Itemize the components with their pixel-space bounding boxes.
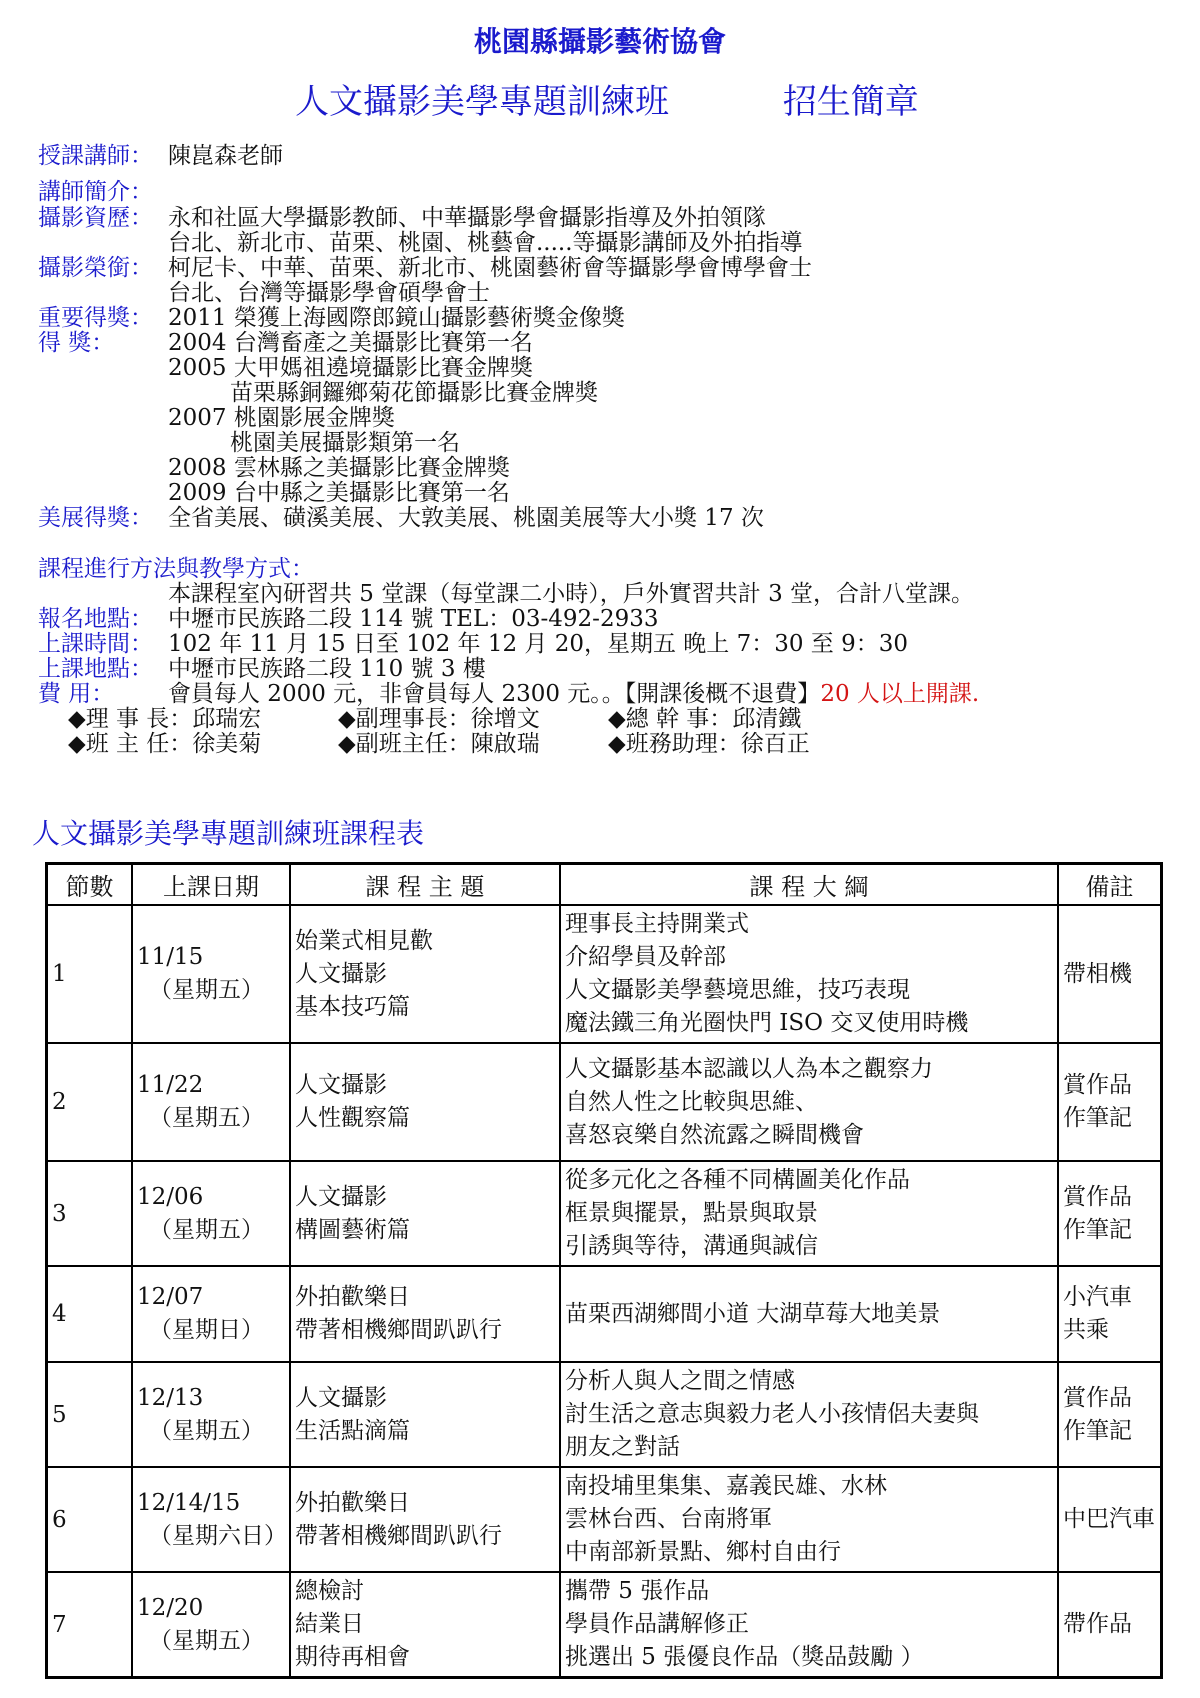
- session-number: 1: [47, 905, 133, 1043]
- staff-row-2: [68, 731, 850, 757]
- session-note: [1058, 1467, 1162, 1572]
- header-topic: 課 程 主 題: [290, 864, 560, 906]
- session-date-line: （星期五）: [149, 1105, 264, 1131]
- session-outline: [560, 1362, 1058, 1467]
- session-topic-line: 人文攝影: [295, 1183, 387, 1210]
- session-number: 5: [47, 1362, 133, 1467]
- session-topic-line: 總檢討: [295, 1578, 364, 1604]
- header-note: 備註: [1058, 864, 1162, 906]
- session-date-line: 12/14/15: [137, 1489, 241, 1516]
- session-topic-line: 外拍歡樂日: [295, 1284, 410, 1310]
- session-outline-line: 中南部新景點、鄉村自由行: [565, 1539, 841, 1565]
- session-outline-line: 魔法鐵三角光圈快門 ISO 交叉使用時機: [565, 1010, 969, 1036]
- schedule-body: [47, 905, 1162, 1678]
- session-topic-line: 人文攝影: [295, 1384, 387, 1411]
- experience-line: 攝影資歷： 永和社區大學攝影教師、中華攝影學會攝影指導及外拍領隊: [38, 205, 766, 231]
- session-outline-line: 分析人與人之間之情感: [565, 1368, 795, 1394]
- award-line: 2007 桃園影展金牌獎: [168, 405, 395, 431]
- session-topic-line: 始業式相見歡: [295, 927, 433, 954]
- session-outline-line: 理事長主持開業式: [565, 911, 749, 937]
- session-outline-line: 引誘與等待，溝通與誠信: [565, 1233, 818, 1259]
- schedule-table: [45, 862, 1163, 1679]
- session-date: [132, 1572, 290, 1678]
- award-line: 苗栗縣銅鑼鄉菊花節攝影比賽金牌獎: [230, 380, 598, 406]
- session-date-line: 11/15: [137, 944, 204, 970]
- table-row: [47, 1043, 1162, 1161]
- session-date-line: （星期六日）: [149, 1522, 287, 1549]
- staff-item: ◆班務助理：徐百正: [608, 731, 810, 757]
- page-title-row: [0, 74, 1200, 123]
- session-date-line: 12/07: [137, 1284, 204, 1310]
- page-title: 人文攝影美學專題訓練班: [295, 82, 669, 122]
- session-date-line: 12/06: [137, 1183, 204, 1210]
- session-topic: [290, 1362, 560, 1467]
- session-note-line: 作筆記: [1063, 1216, 1132, 1243]
- session-number: 7: [47, 1572, 133, 1678]
- session-topic: [290, 1572, 560, 1678]
- session-outline-line: 朋友之對話: [565, 1434, 680, 1460]
- header-session: 節數: [47, 864, 133, 906]
- session-date: [132, 1266, 290, 1362]
- method-line: 本課程室內研習共 5 堂課（每堂課二小時），戶外實習共計 3 堂，合計八堂課。: [168, 581, 975, 607]
- session-topic: [290, 905, 560, 1043]
- session-outline-line: 挑選出 5 張優良作品（獎品鼓勵 ）: [565, 1644, 924, 1670]
- session-topic: [290, 1467, 560, 1572]
- page-subtitle: 招生簡章: [782, 82, 919, 122]
- session-date: [132, 905, 290, 1043]
- session-date: [132, 1161, 290, 1266]
- session-note: [1058, 1266, 1162, 1362]
- session-outline-line: 自然人性之比較與思維、: [565, 1088, 818, 1115]
- session-topic-line: 人文攝影: [295, 960, 387, 987]
- session-note-line: 帶作品: [1063, 1611, 1132, 1637]
- session-note-line: 小汽車: [1063, 1284, 1132, 1310]
- session-note-line: 中巴汽車: [1063, 1506, 1155, 1532]
- session-topic: [290, 1266, 560, 1362]
- session-date: [132, 1043, 290, 1161]
- award-line: 2005 大甲媽祖遶境攝影比賽金牌獎: [168, 355, 533, 381]
- session-topic-line: 基本技巧篇: [295, 993, 410, 1020]
- method-label: 課程進行方法與教學方式：: [38, 556, 314, 582]
- session-topic-line: 人性觀察篇: [295, 1105, 410, 1131]
- session-outline-line: 從多元化之各種不同構圖美化作品: [565, 1167, 910, 1193]
- session-outline-line: 苗栗西湖鄉間小道 大湖草莓大地美景: [565, 1300, 941, 1327]
- session-note: [1058, 1572, 1162, 1678]
- fee-line: 費 用： 會員每人 2000 元，非會員每人 2300 元。。【開課後概不退費】20 人以上開課.: [38, 681, 980, 707]
- schedule-title: 人文攝影美學專題訓練班課程表: [32, 817, 425, 850]
- class-place-line: 上課地點： 中壢市民族路二段 110 號 3 樓: [38, 656, 486, 682]
- session-note-line: 作筆記: [1063, 1105, 1132, 1131]
- session-topic-line: 人文攝影: [295, 1072, 387, 1098]
- staff-row-1: [68, 706, 841, 732]
- session-note: [1058, 1043, 1162, 1161]
- session-topic-line: 構圖藝術篇: [295, 1216, 410, 1243]
- session-date: [132, 1467, 290, 1572]
- major-award-line: 重要得獎： 2011 榮獲上海國際郎鏡山攝影藝術獎金像獎: [38, 305, 625, 331]
- session-date-line: （星期五）: [149, 1627, 264, 1654]
- session-number: 4: [47, 1266, 133, 1362]
- session-outline-line: 框景與擺景，點景與取景: [565, 1200, 818, 1226]
- session-date: [132, 1362, 290, 1467]
- session-topic: [290, 1161, 560, 1266]
- class-time-line: 上課時間： 102 年 11 月 15 日至 102 年 12 月 20，星期五 晚上 7：30 至 9：30: [38, 631, 909, 657]
- award-line: 2009 台中縣之美攝影比賽第一名: [168, 480, 510, 506]
- session-note-line: 賞作品: [1063, 1384, 1132, 1411]
- session-outline: [560, 1161, 1058, 1266]
- instructor-line: 授課講師： 陳崑森老師: [38, 143, 283, 169]
- header-date: 上課日期: [132, 864, 290, 906]
- session-note-line: 帶相機: [1063, 960, 1132, 987]
- session-number: 3: [47, 1161, 133, 1266]
- table-row: [47, 1362, 1162, 1467]
- session-note: [1058, 905, 1162, 1043]
- staff-item: ◆副理事長：徐增文: [338, 706, 540, 732]
- session-outline: [560, 1467, 1058, 1572]
- session-note-line: 作筆記: [1063, 1417, 1132, 1444]
- session-outline-line: 學員作品講解修正: [565, 1611, 749, 1637]
- session-date-line: 11/22: [137, 1072, 204, 1098]
- staff-item: ◆理 事 長：邱瑞宏: [68, 706, 262, 732]
- session-note: [1058, 1161, 1162, 1266]
- session-date-line: 12/13: [137, 1384, 204, 1411]
- session-topic-line: 結業日: [295, 1611, 364, 1637]
- staff-item: ◆班 主 任：徐美菊: [68, 731, 262, 757]
- header-outline: 課 程 大 綱: [560, 864, 1058, 906]
- table-header-row: [47, 864, 1162, 906]
- session-topic-line: 帶著相機鄉間趴趴行: [295, 1317, 502, 1343]
- session-note-line: 賞作品: [1063, 1072, 1132, 1098]
- session-date-line: 12/20: [137, 1594, 204, 1621]
- organization-name: 桃園縣攝影藝術協會: [473, 25, 726, 58]
- session-date-line: （星期五）: [149, 1417, 264, 1444]
- session-outline-line: 人文攝影美學藝境思維，技巧表現: [565, 977, 910, 1003]
- session-topic-line: 期待再相會: [295, 1644, 410, 1670]
- award-line: 得 獎： 2004 台灣畜產之美攝影比賽第一名: [38, 330, 533, 356]
- session-date-line: （星期五）: [149, 1216, 264, 1243]
- session-topic-line: 帶著相機鄉間趴趴行: [295, 1522, 502, 1549]
- registration-line: 報名地點： 中壢市民族路二段 114 號 TEL：03-492-2933: [38, 606, 659, 632]
- session-number: 2: [47, 1043, 133, 1161]
- honor-line-2: 台北、台灣等攝影學會碩學會士: [168, 280, 490, 306]
- session-outline: [560, 1043, 1058, 1161]
- award-line: 2008 雲林縣之美攝影比賽金牌獎: [168, 455, 510, 481]
- session-topic-line: 外拍歡樂日: [295, 1489, 410, 1516]
- honor-line: 攝影榮銜： 柯尼卡、中華、苗栗、新北市、桃園藝術會等攝影學會博學會士: [38, 255, 812, 281]
- award-line: 桃園美展攝影類第一名: [230, 430, 460, 456]
- session-outline-line: 雲林台西、台南將軍: [565, 1506, 772, 1532]
- session-date-line: （星期日）: [149, 1317, 264, 1343]
- session-outline-line: 南投埔里集集、嘉義民雄、水林: [565, 1473, 887, 1499]
- intro-label: 講師簡介：: [38, 179, 153, 205]
- table-row: [47, 1266, 1162, 1362]
- session-note-line: 共乘: [1063, 1317, 1109, 1343]
- session-note-line: 賞作品: [1063, 1183, 1132, 1210]
- table-row: [47, 1572, 1162, 1678]
- session-outline-line: 人文攝影基本認識以人為本之觀察力: [565, 1055, 933, 1082]
- session-date-line: （星期五）: [149, 977, 264, 1003]
- staff-item: ◆總 幹 事：邱清鐵: [608, 706, 802, 732]
- session-outline-line: 攜帶 5 張作品: [565, 1578, 710, 1604]
- table-row: [47, 905, 1162, 1043]
- session-outline: [560, 1572, 1058, 1678]
- session-outline-line: 討生活之意志與毅力老人小孩情侶夫妻與: [565, 1401, 979, 1427]
- staff-item: ◆副班主任：陳啟瑞: [338, 731, 540, 757]
- fee-note: 20 人以上開課.: [820, 681, 980, 707]
- session-outline-line: 喜怒哀樂自然流露之瞬間機會: [565, 1121, 864, 1148]
- table-row: [47, 1467, 1162, 1572]
- session-note: [1058, 1362, 1162, 1467]
- session-topic-line: 生活點滴篇: [295, 1417, 410, 1444]
- session-outline-line: 介紹學員及幹部: [565, 944, 726, 970]
- exhibit-line: 美展得獎： 全省美展、磺溪美展、大敦美展、桃園美展等大小獎 17 次: [38, 505, 764, 531]
- experience-line-2: 台北、新北市、苗栗、桃園、桃藝會.....等攝影講師及外拍指導: [168, 230, 803, 256]
- session-number: 6: [47, 1467, 133, 1572]
- session-topic: [290, 1043, 560, 1161]
- session-outline: [560, 905, 1058, 1043]
- table-row: [47, 1161, 1162, 1266]
- session-outline: [560, 1266, 1058, 1362]
